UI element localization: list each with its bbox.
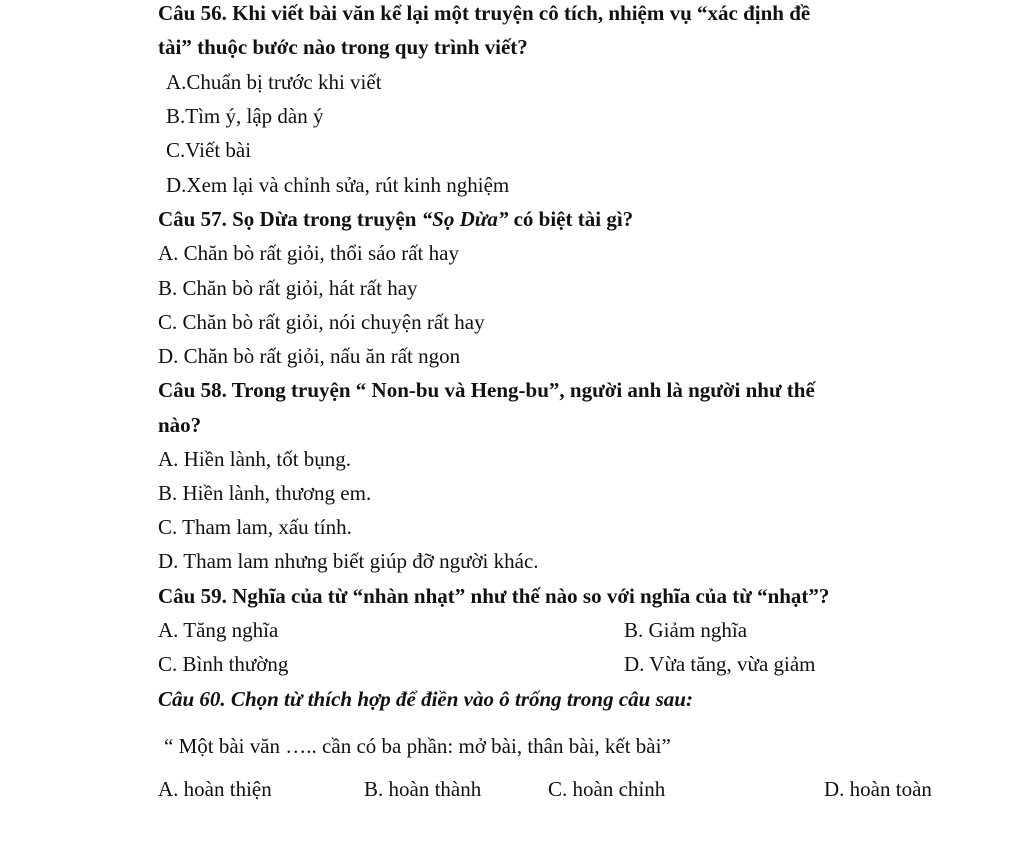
- question-58-option-b: B. Hiền lành, thương em.: [158, 481, 372, 505]
- question-57-suffix: có biệt tài gì?: [508, 207, 634, 231]
- question-57-option-d: D. Chăn bò rất giỏi, nấu ăn rất ngon: [158, 344, 461, 368]
- question-57: [158, 206, 633, 232]
- question-58-line-1: Câu 58. Trong truyện “ Non-bu và Heng-bu”, người anh là người như thế: [158, 378, 815, 402]
- question-57-option-a: A. Chăn bò rất giỏi, thổi sáo rất hay: [158, 241, 459, 265]
- question-57-prefix: Câu 57. Sọ Dừa trong truyện: [158, 207, 422, 231]
- question-60-option-b: B. hoàn thành: [364, 777, 482, 801]
- question-58-line-2: nào?: [158, 413, 202, 437]
- question-60-option-c: C. hoàn chỉnh: [548, 777, 666, 801]
- question-59: Câu 59. Nghĩa của từ “nhàn nhạt” như thế nào so với nghĩa của từ “nhạt”?: [158, 584, 830, 608]
- question-60-sentence: “ Một bài văn ….. cần có ba phần: mở bài, thân bài, kết bài”: [164, 734, 671, 758]
- question-56-line-2: tài” thuộc bước nào trong quy trình viết?: [158, 35, 528, 59]
- question-57-option-c: C. Chăn bò rất giỏi, nói chuyện rất hay: [158, 310, 485, 334]
- question-59-option-b: B. Giảm nghĩa: [624, 618, 748, 642]
- question-56-option-d: D.Xem lại và chỉnh sửa, rút kinh nghiệm: [166, 173, 510, 197]
- question-59-option-d: D. Vừa tăng, vừa giảm: [624, 652, 816, 676]
- question-58-option-a: A. Hiền lành, tốt bụng.: [158, 447, 352, 471]
- question-56-option-c: C.Viết bài: [166, 138, 252, 162]
- question-56-line-1: Câu 56. Khi viết bài văn kể lại một truyện cô tích, nhiệm vụ “xác định đề: [158, 1, 811, 25]
- question-60-option-d: D. hoàn toàn: [824, 777, 932, 801]
- question-60: Câu 60. Chọn từ thích hợp để điền vào ô trống trong câu sau:: [158, 687, 693, 711]
- question-57-story-title: “Sọ Dừa”: [421, 207, 509, 231]
- question-59-option-a: A. Tăng nghĩa: [158, 618, 279, 642]
- question-60-option-a: A. hoàn thiện: [158, 777, 272, 801]
- question-59-option-c: C. Bình thường: [158, 652, 289, 676]
- question-58-option-c: C. Tham lam, xấu tính.: [158, 515, 352, 539]
- question-56-option-a: A.Chuẩn bị trước khi viết: [166, 70, 382, 94]
- question-58-option-d: D. Tham lam nhưng biết giúp đỡ người khác.: [158, 549, 539, 573]
- question-57-option-b: B. Chăn bò rất giỏi, hát rất hay: [158, 276, 418, 300]
- question-56-option-b: B.Tìm ý, lập dàn ý: [166, 104, 324, 128]
